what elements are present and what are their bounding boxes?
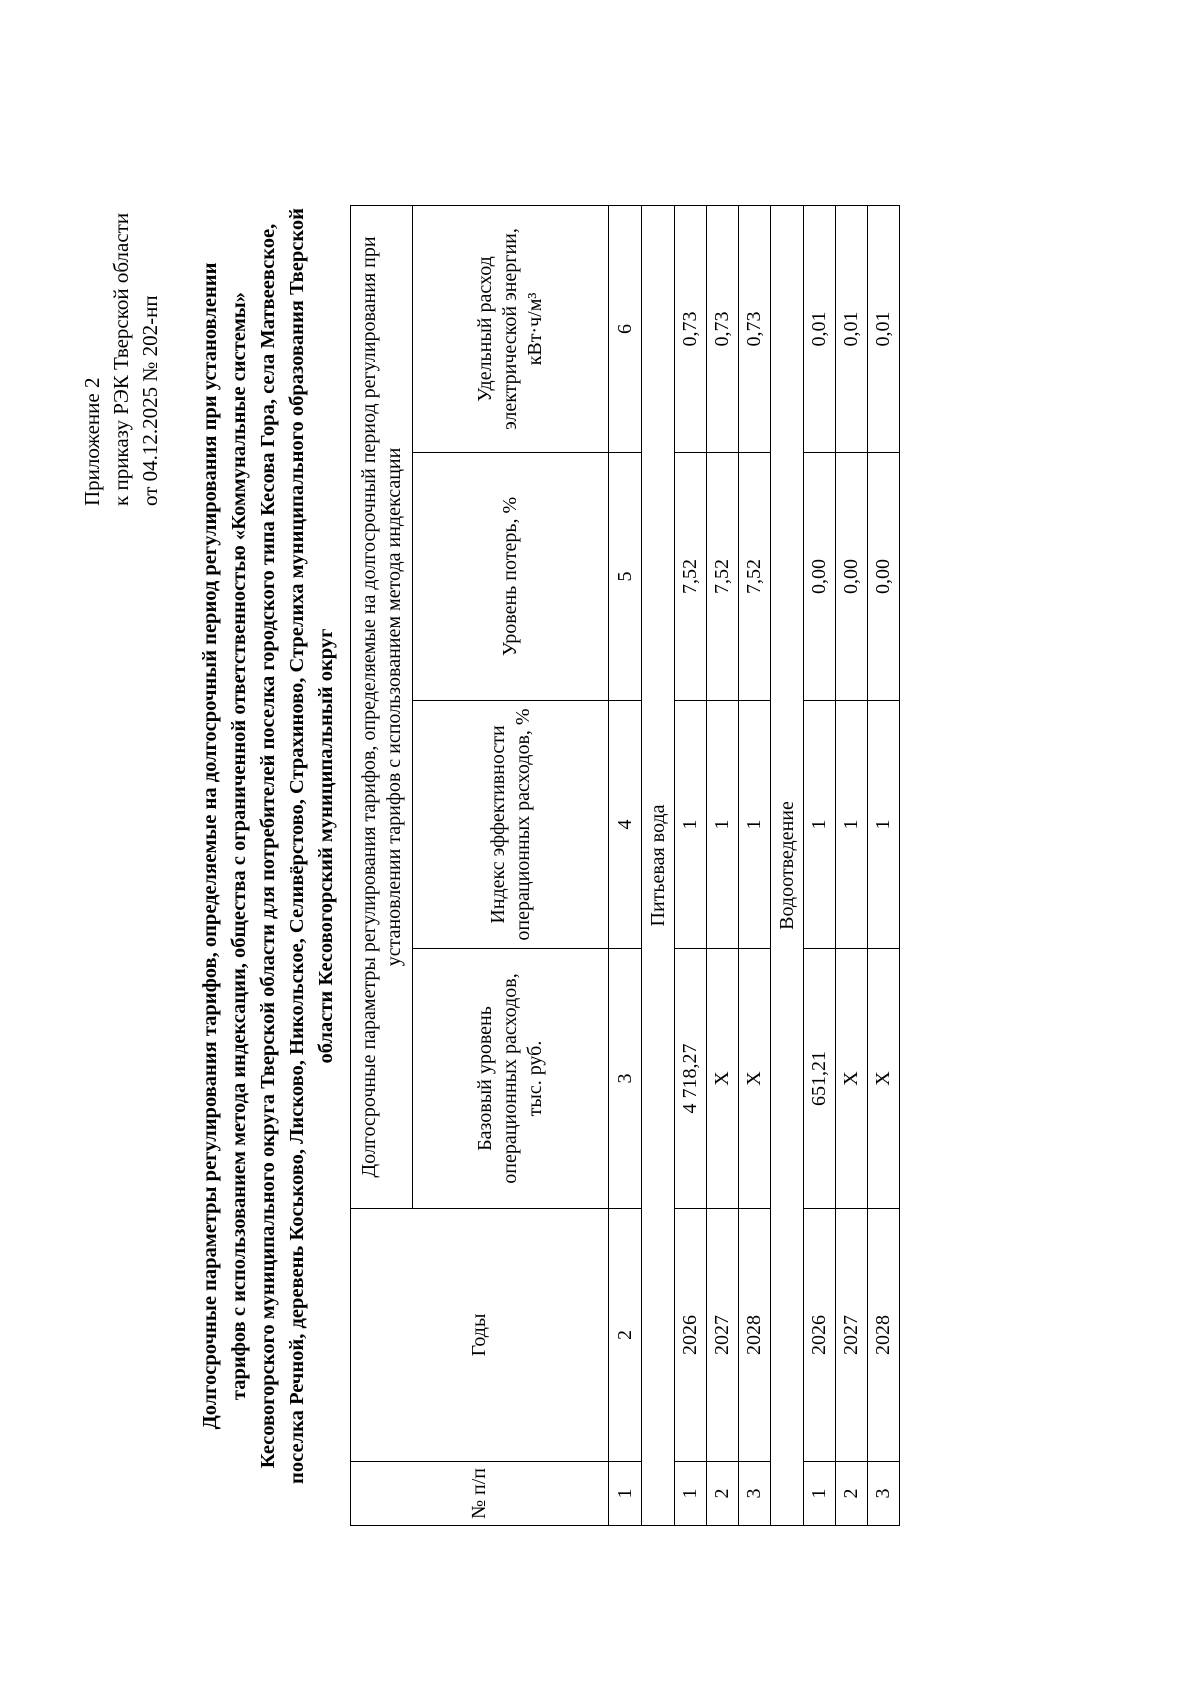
- header-years: Годы: [351, 1209, 609, 1462]
- row-efficiency-index: 1: [739, 701, 771, 949]
- column-number: 6: [609, 205, 642, 452]
- header-number: № п/п: [351, 1462, 609, 1526]
- header-group: Долгосрочные параметры регулирования тарифов, определяемые на долгосрочный период регулирования при установлении тарифов с использованием метода индексации: [351, 205, 413, 1208]
- row-energy-consumption: 0,01: [836, 205, 868, 452]
- table-row: [804, 205, 836, 1525]
- row-year: 2027: [707, 1209, 739, 1462]
- column-number: 3: [609, 949, 642, 1209]
- table-row: [836, 205, 868, 1525]
- table-row: [675, 205, 707, 1525]
- section-row-drinking-water: [642, 205, 675, 1525]
- row-energy-consumption: 0,73: [675, 205, 707, 452]
- row-number: 3: [739, 1462, 771, 1526]
- column-numbering-row: [609, 205, 642, 1525]
- column-number: 5: [609, 453, 642, 701]
- row-efficiency-index: 1: [707, 701, 739, 949]
- row-efficiency-index: 1: [675, 701, 707, 949]
- appendix-line: к приказу РЭК Тверской области: [109, 212, 133, 506]
- title-line: тарифов с использованием метода индексации, общества с ограниченной ответственностью «Коммунальные системы»: [228, 291, 250, 1401]
- row-number: 3: [868, 1462, 900, 1526]
- section-title: Питьевая вода: [642, 205, 675, 1525]
- row-number: 1: [675, 1462, 707, 1526]
- appendix-line: от 04.12.2025 № 202-нп: [138, 295, 162, 506]
- row-loss-level: 7,52: [707, 453, 739, 701]
- section-title: Водоотведение: [771, 205, 804, 1525]
- row-loss-level: 0,00: [868, 453, 900, 701]
- row-loss-level: 0,00: [804, 453, 836, 701]
- title-line: области Кесовогорский муниципальный округ: [315, 628, 337, 1064]
- document-title: [196, 86, 341, 1606]
- row-base-level: 651,21: [804, 949, 836, 1209]
- row-energy-consumption: 0,73: [739, 205, 771, 452]
- row-number: 1: [804, 1462, 836, 1526]
- row-energy-consumption: 0,01: [804, 205, 836, 452]
- row-base-level: Х: [739, 949, 771, 1209]
- row-efficiency-index: 1: [804, 701, 836, 949]
- row-loss-level: 0,00: [836, 453, 868, 701]
- header-base-level: Базовый уровень операционных расходов, тыс. руб.: [413, 949, 609, 1209]
- row-loss-level: 7,52: [675, 453, 707, 701]
- table-row: [707, 205, 739, 1525]
- row-efficiency-index: 1: [868, 701, 900, 949]
- row-base-level: Х: [868, 949, 900, 1209]
- row-base-level: 4 718,27: [675, 949, 707, 1209]
- row-number: 2: [836, 1462, 868, 1526]
- column-number: 2: [609, 1209, 642, 1462]
- row-year: 2026: [804, 1209, 836, 1462]
- title-line: поселка Речной, деревень Коськово, Лисково, Никольское, Селивёрстово, Страхиново, Стрелиха муниципального образования Тверской: [286, 208, 308, 1484]
- row-efficiency-index: 1: [836, 701, 868, 949]
- rotated-sheet: [60, 50, 1140, 1646]
- row-base-level: Х: [836, 949, 868, 1209]
- header-energy-consumption: Удельный расход электрической энергии, кВт·ч/м³: [413, 205, 609, 452]
- appendix-reference: [78, 86, 165, 506]
- column-number: 1: [609, 1462, 642, 1526]
- row-base-level: Х: [707, 949, 739, 1209]
- row-energy-consumption: 0,73: [707, 205, 739, 452]
- row-year: 2026: [675, 1209, 707, 1462]
- header-efficiency-index: Индекс эффективности операционных расходов, %: [413, 701, 609, 949]
- row-year: 2028: [868, 1209, 900, 1462]
- table-row: [739, 205, 771, 1525]
- row-year: 2028: [739, 1209, 771, 1462]
- row-number: 2: [707, 1462, 739, 1526]
- table-row: [868, 205, 900, 1525]
- row-energy-consumption: 0,01: [868, 205, 900, 452]
- appendix-line: Приложение 2: [80, 377, 104, 506]
- row-loss-level: 7,52: [739, 453, 771, 701]
- row-year: 2027: [836, 1209, 868, 1462]
- column-number: 4: [609, 701, 642, 949]
- title-line: Долгосрочные параметры регулирования тарифов, определяемые на долгосрочный период регулирования при установлении: [199, 262, 221, 1430]
- parameters-table: [350, 205, 900, 1526]
- title-line: Кесовогорского муниципального округа Тверской области для потребителей поселка городского типа Кесова Гора, села Матвеевское,: [257, 223, 279, 1469]
- section-row-wastewater: [771, 205, 804, 1525]
- header-loss-level: Уровень потерь, %: [413, 453, 609, 701]
